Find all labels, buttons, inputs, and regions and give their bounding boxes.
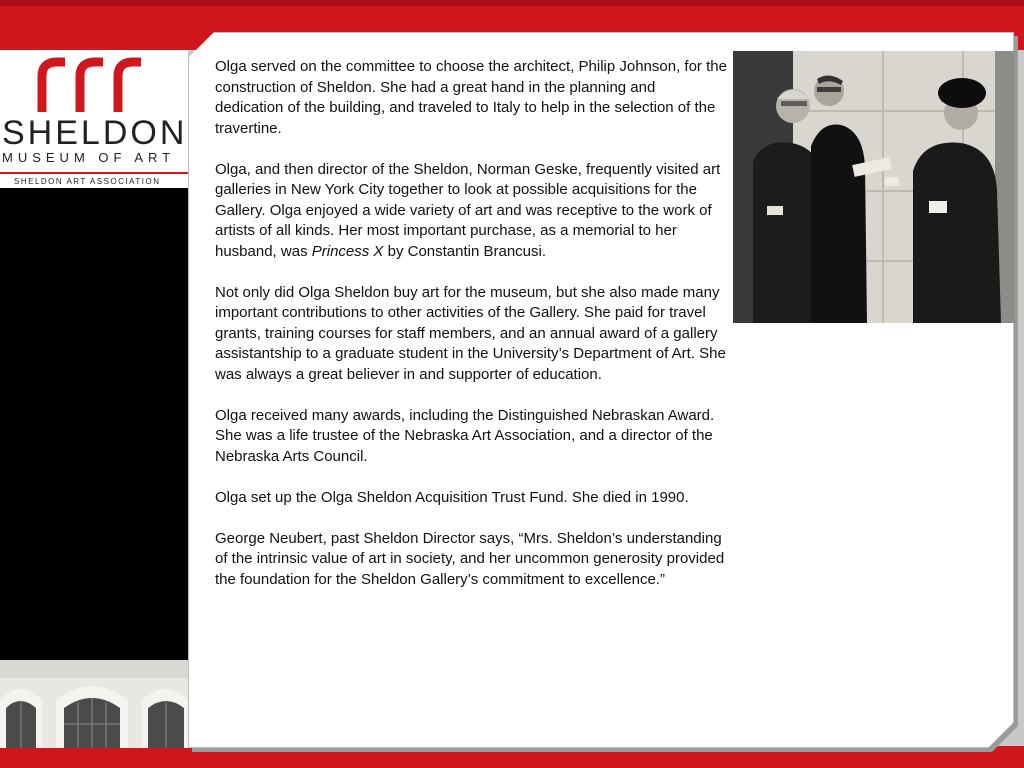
logo-divider: [0, 172, 188, 174]
top-frame-edge: [0, 0, 1024, 6]
paragraph-trust-fund: Olga set up the Olga Sheldon Acquisition Trust Fund. She died in 1990.: [215, 488, 689, 506]
logo-association: SHELDON ART ASSOCIATION: [14, 177, 161, 186]
paragraph-architect: Olga served on the committee to choose the architect, Philip Johnson, for the construction of Sheldon. She had a great hand in the planning and dedication of the building, and traveled to Italy to help in the selection of the travertine.: [215, 58, 727, 137]
building-photo: [0, 660, 188, 748]
paragraph-quote: George Neubert, past Sheldon Director says, “Mrs. Sheldon’s understanding of the intrinsic value of art in society, and her uncommon generosity provided the foundation for the Sheldon Gallery’s commitment to excellence.”: [215, 529, 725, 588]
paragraph-awards: Olga received many awards, including the Distinguished Nebraskan Award. She was a life trustee of the Nebraska Art Association, and a director of the Nebraska Arts Council.: [215, 406, 715, 465]
paragraph-acquisitions: [215, 160, 727, 263]
historic-photo-image: [733, 51, 1015, 323]
historic-photo: [733, 51, 1015, 323]
arches-logo-icon: [37, 56, 153, 112]
artwork-suffix: by Constantin Brancusi.: [383, 242, 547, 260]
paragraph-contributions: Not only did Olga Sheldon buy art for the museum, but she also made many important contributions to other activities of the Gallery. She paid for travel grants, training courses for staff members, and an annual award of a gallery assistantship to a graduate student in the University’s Department of Art. She was always a great believer in and supporter of education.: [215, 283, 726, 383]
logo-name: SHELDON: [2, 114, 188, 152]
biography-text: [215, 57, 727, 611]
logo-subtitle: MUSEUM OF ART: [2, 150, 176, 165]
paragraph-acquisitions-text: Olga, and then director of the Sheldon, Norman Geske, frequently visited art galleries in New York City together to look at possible acquisitions for the Gallery. Olga enjoyed a wide variety of art and was receptive to the work of artists of all kinds. Her most important purchase, as a memorial to her husband, was: [215, 160, 721, 260]
artwork-title: Princess X: [311, 242, 384, 260]
museum-logo: [0, 50, 188, 188]
